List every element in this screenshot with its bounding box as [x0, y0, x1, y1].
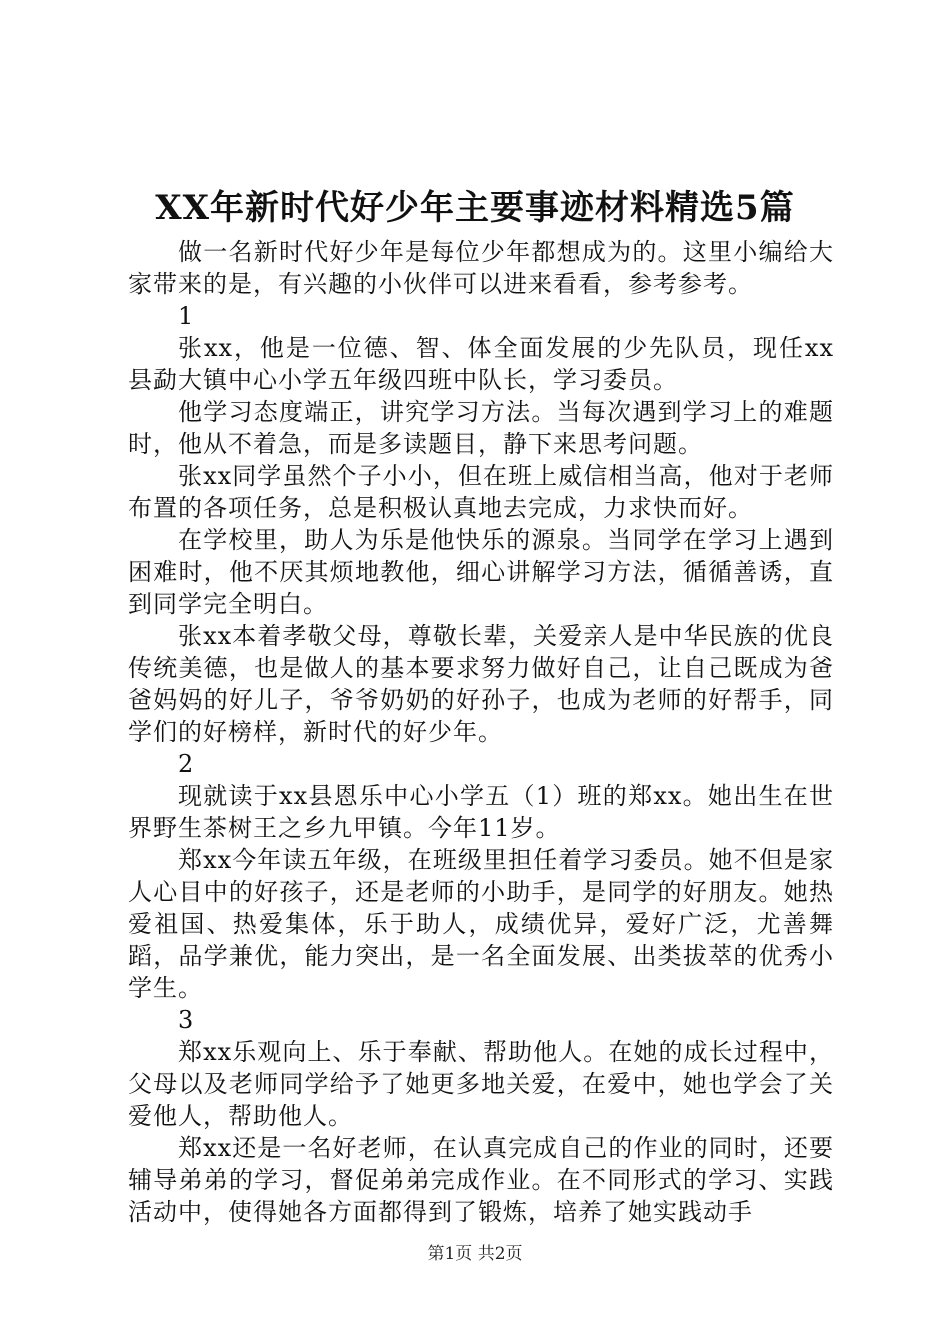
page-footer: 第1页 共2页 [427, 1244, 523, 1264]
section-number-1: 1 [178, 302, 195, 330]
document-body [128, 236, 834, 1228]
paragraph: 张xx本着孝敬父母，尊敬长辈，关爱亲人是中华民族的优良传统美德，也是做人的基本要求努力做好自己，让自己既成为爸爸妈妈的好儿子，爷爷奶奶的好孙子，也成为老师的好帮手，同学们的好榜样，新时代的好少年。 [128, 622, 834, 746]
section-number-3: 3 [178, 1006, 195, 1034]
paragraph: 现就读于xx县恩乐中心小学五（1）班的郑xx。她出生在世界野生茶树王之乡九甲镇。今年11岁。 [128, 782, 834, 842]
paragraph: 他学习态度端正，讲究学习方法。当每次遇到学习上的难题时，他从不着急，而是多读题目，静下来思考问题。 [128, 398, 834, 458]
paragraph: 张xx，他是一位德、智、体全面发展的少先队员，现任xx县勐大镇中心小学五年级四班中队长，学习委员。 [128, 334, 834, 394]
paragraph: 郑xx乐观向上、乐于奉献、帮助他人。在她的成长过程中，父母以及老师同学给予了她更多地关爱，在爱中，她也学会了关爱他人，帮助他人。 [128, 1038, 834, 1130]
section-number-2: 2 [178, 750, 195, 778]
paragraph: 张xx同学虽然个子小小，但在班上威信相当高，他对于老师布置的各项任务，总是积极认真地去完成，力求快而好。 [128, 462, 834, 522]
paragraph: 郑xx今年读五年级，在班级里担任着学习委员。她不但是家人心目中的好孩子，还是老师的小助手，是同学的好朋友。她热爱祖国、热爱集体，乐于助人，成绩优异，爱好广泛，尤善舞蹈，品学兼优，能力突出，是一名全面发展、出类拔萃的优秀小学生。 [128, 846, 834, 1002]
document-title: XX年新时代好少年主要事迹材料精选5篇 [155, 188, 795, 228]
paragraph-intro: 做一名新时代好少年是每位少年都想成为的。这里小编给大家带来的是，有兴趣的小伙伴可以进来看看，参考参考。 [128, 238, 834, 298]
paragraph: 在学校里，助人为乐是他快乐的源泉。当同学在学习上遇到困难时，他不厌其烦地教他，细心讲解学习方法，循循善诱，直到同学完全明白。 [128, 526, 834, 618]
paragraph: 郑xx还是一名好老师，在认真完成自己的作业的同时，还要辅导弟弟的学习，督促弟弟完成作业。在不同形式的学习、实践活动中，使得她各方面都得到了锻炼，培养了她实践动手 [128, 1134, 834, 1226]
